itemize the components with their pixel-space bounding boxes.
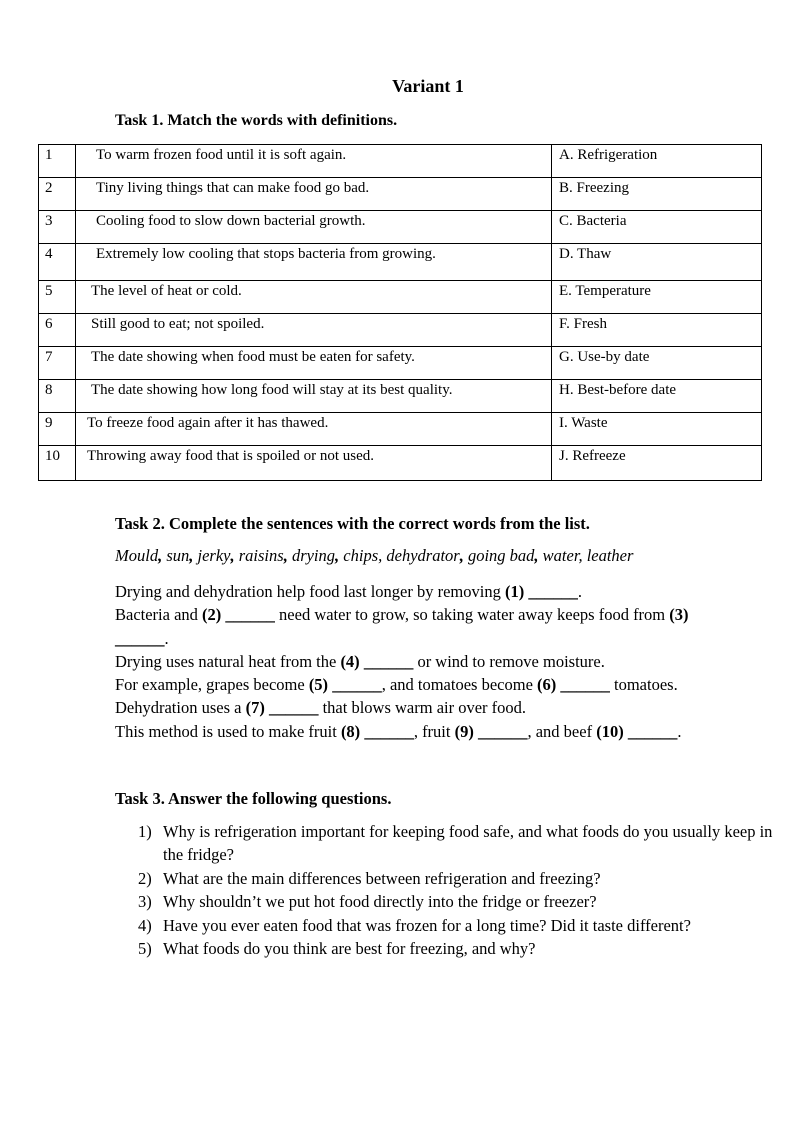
word-list-item: chips [343,546,379,565]
list-item [138,867,788,890]
question-text: Why is refrigeration important for keeping food safe, and what foods do you usually keep in the fridge? [163,822,773,865]
row-definition: The date showing how long food will stay at its best quality. [76,380,552,413]
list-item [138,820,788,867]
row-number: 2 [39,178,76,211]
word-list-item: raisins [238,546,284,565]
word-list-item: going bad [467,546,535,565]
row-definition: Tiny living things that can make food go bad. [76,178,552,211]
blank[interactable]: ______ [268,698,319,718]
table-row [39,178,762,211]
task3-heading: Task 3. Answer the following questions. [115,789,392,808]
word-list-item: Mould [115,546,159,565]
table-row [39,211,762,244]
word-list-item: leather [586,546,634,565]
sentence-3: Drying uses natural heat from the (4) ______ or wind to remove moisture. [115,651,605,671]
row-word: J. Refreeze [552,446,762,481]
list-item [138,914,788,937]
list-item [138,937,788,960]
row-number: 10 [39,446,76,481]
row-word: F. Fresh [552,314,762,347]
task2-heading: Task 2. Complete the sentences with the correct words from the list. [115,514,590,533]
task1-heading: Task 1. Match the words with definitions. [115,112,398,129]
question-number: 1) [138,822,152,841]
word-list-item: dehydrator [386,546,460,565]
row-number: 7 [39,347,76,380]
word-list: Mould, sun, jerky, raisins, drying, chips, dehydrator, going bad, water, leather [115,546,634,565]
word-list-item: water [542,546,579,565]
blank[interactable]: ______ [332,675,382,695]
row-definition: To freeze food again after it has thawed. [76,413,552,446]
row-word: C. Bacteria [552,211,762,244]
blank[interactable]: ______ [627,721,678,741]
word-list-item: sun [166,546,190,565]
page-title: Variant 1 [392,76,464,96]
blank[interactable]: ______ [364,721,414,741]
question-text: What are the main differences between refrigeration and freezing? [163,868,601,888]
row-number: 5 [39,281,76,314]
row-number: 1 [39,145,76,178]
question-number: 3) [138,892,152,912]
blank[interactable]: ______ [477,721,528,741]
row-word: H. Best-before date [552,380,762,413]
blank[interactable]: ______ [560,675,610,695]
question-text: What foods do you think are best for freezing, and why? [163,939,536,959]
blank[interactable]: ______ [225,605,275,625]
word-list-item: jerky [197,546,231,565]
sentence-2: Bacteria and (2) ______ need water to grow, so taking water away keeps food from (3) ______. [115,605,689,648]
word-list-item: drying [291,546,336,565]
row-word: G. Use-by date [552,347,762,380]
table-row [39,281,762,314]
row-definition: Throwing away food that is spoiled or not used. [76,446,552,481]
row-definition: The level of heat or cold. [76,281,552,314]
table-row [39,446,762,481]
blank[interactable]: ______ [363,651,414,671]
row-word: D. Thaw [552,244,762,281]
sentence-5: Dehydration uses a (7) ______ that blows warm air over food. [115,698,527,718]
row-number: 4 [39,244,76,281]
list-item [138,890,788,913]
blank[interactable]: ______ [115,628,165,648]
row-word: A. Refrigeration [552,145,762,178]
row-definition: Extremely low cooling that stops bacteria from growing. [76,244,552,281]
sentence-6: This method is used to make fruit (8) ______, fruit (9) ______, and beef (10) ______. [115,721,682,741]
row-number: 3 [39,211,76,244]
table-row [39,413,762,446]
table-row [39,314,762,347]
row-number: 8 [39,380,76,413]
question-text: Have you ever eaten food that was frozen for a long time? Did it taste different? [163,915,691,935]
table-row [39,145,762,178]
table-row [39,244,762,281]
question-number: 2) [138,868,152,888]
table-row [39,380,762,413]
blank[interactable]: ______ [528,582,578,601]
question-text: Why shouldn’t we put hot food directly into the fridge or freezer? [163,892,597,912]
row-definition: To warm frozen food until it is soft again. [76,145,552,178]
fill-in-paragraph [115,580,730,743]
question-number: 5) [138,939,152,959]
table-row [39,347,762,380]
question-list [115,820,788,960]
row-word: E. Temperature [552,281,762,314]
row-definition: The date showing when food must be eaten for safety. [76,347,552,380]
sentence-1: Drying and dehydration help food last longer by removing (1) ______. [115,582,582,601]
row-number: 9 [39,413,76,446]
row-word: B. Freezing [552,178,762,211]
row-number: 6 [39,314,76,347]
sentence-4: For example, grapes become (5) ______, and tomatoes become (6) ______ tomatoes. [115,675,678,695]
row-definition: Cooling food to slow down bacterial growth. [76,211,552,244]
matching-table [38,144,762,481]
row-definition: Still good to eat; not spoiled. [76,314,552,347]
question-number: 4) [138,915,152,935]
row-word: I. Waste [552,413,762,446]
